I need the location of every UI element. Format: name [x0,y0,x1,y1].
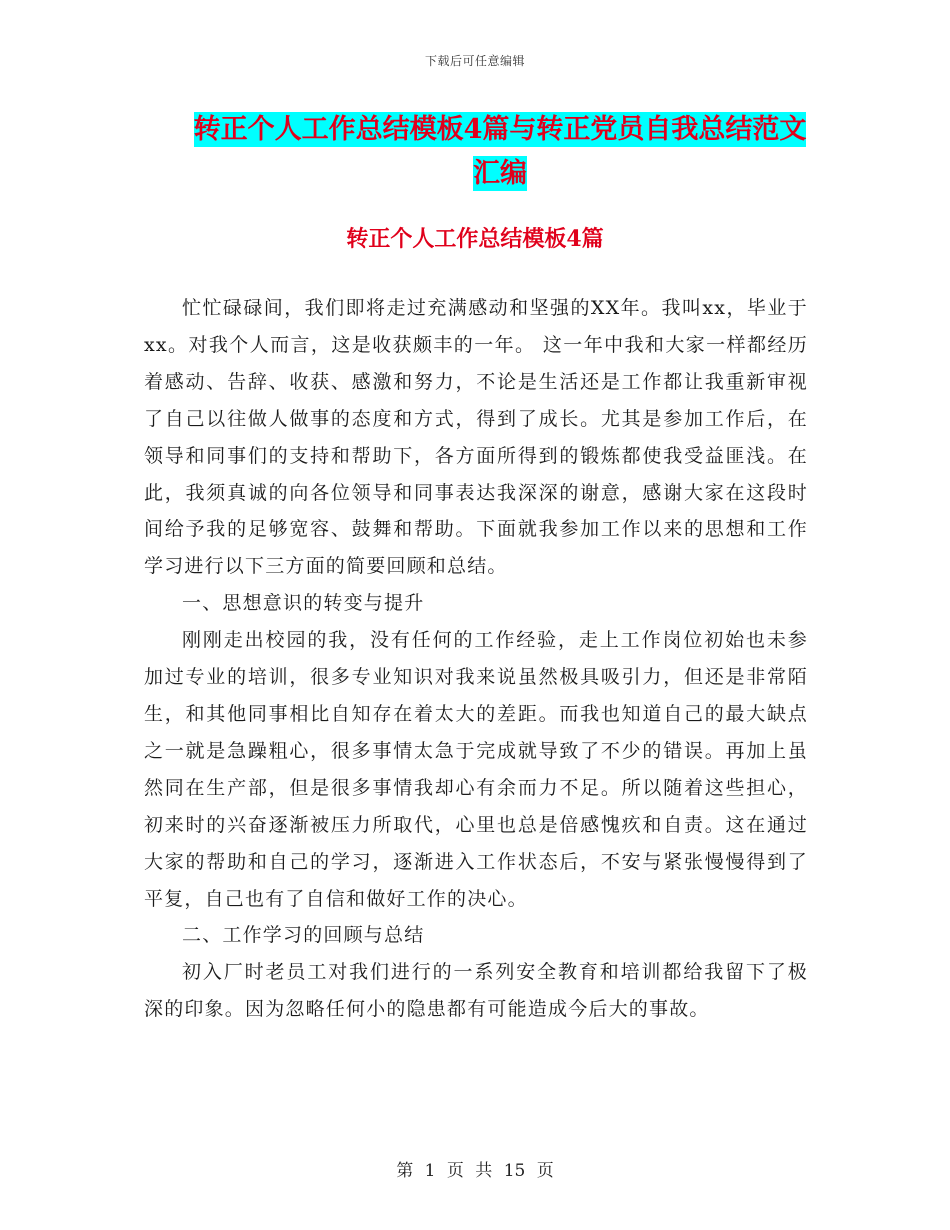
document-title [120,108,880,196]
document-body [144,290,808,1028]
title-line-2: 汇编 [473,158,527,189]
page-footer: 第 1 页 共 15 页 [396,1161,554,1181]
heading-thought: 一、思想意识的转变与提升 [182,592,425,615]
section-title: 转正个人工作总结模板4篇 [346,226,604,252]
paragraph-work-review: 初入厂时老员工对我们进行的一系列安全教育和培训都给我留下了极深的印象。因为忽略任何小的隐患都有可能造成今后大的事故。 [144,961,808,1021]
header-note: 下载后可任意编辑 [424,54,525,68]
title-line-1: 转正个人工作总结模板4篇与转正党员自我总结范文 [193,114,807,145]
paragraph-thought: 刚刚走出校园的我，没有任何的工作经验，走上工作岗位初始也未参加过专业的培训，很多专业知识对我来说虽然极具吸引力，但还是非常陌生，和其他同事相比自知存在着太大的差距。而我也知道自己的最大缺点之一就是急躁粗心，很多事情太急于完成就导致了不少的错误。再加上虽然同在生产部，但是很多事情我却心有余而力不足。所以随着这些担心，初来时的兴奋逐渐被压力所取代，心里也总是倍感愧疚和自责。这在通过大家的帮助和自己的学习，逐渐进入工作状态后，不安与紧张慢慢得到了平复，自己也有了自信和做好工作的决心。 [144,629,808,910]
heading-work-review: 二、工作学习的回顾与总结 [182,924,425,947]
paragraph-intro: 忙忙碌碌间，我们即将走过充满感动和坚强的XX年。我叫xx，毕业于xx。对我个人而言，这是收获颇丰的一年。 这一年中我和大家一样都经历着感动、告辞、收获、感激和努力，不论是生活还是工作都让我重新审视了自己以往做人做事的态度和方式，得到了成长。尤其是参加工作后，在领导和同事们的支持和帮助下，各方面所得到的锻炼都使我受益匪浅。在此，我须真诚的向各位领导和同事表达我深深的谢意，感谢大家在这段时间给予我的足够宽容、鼓舞和帮助。下面就我参加工作以来的思想和工作学习进行以下三方面的简要回顾和总结。 [144,297,808,578]
